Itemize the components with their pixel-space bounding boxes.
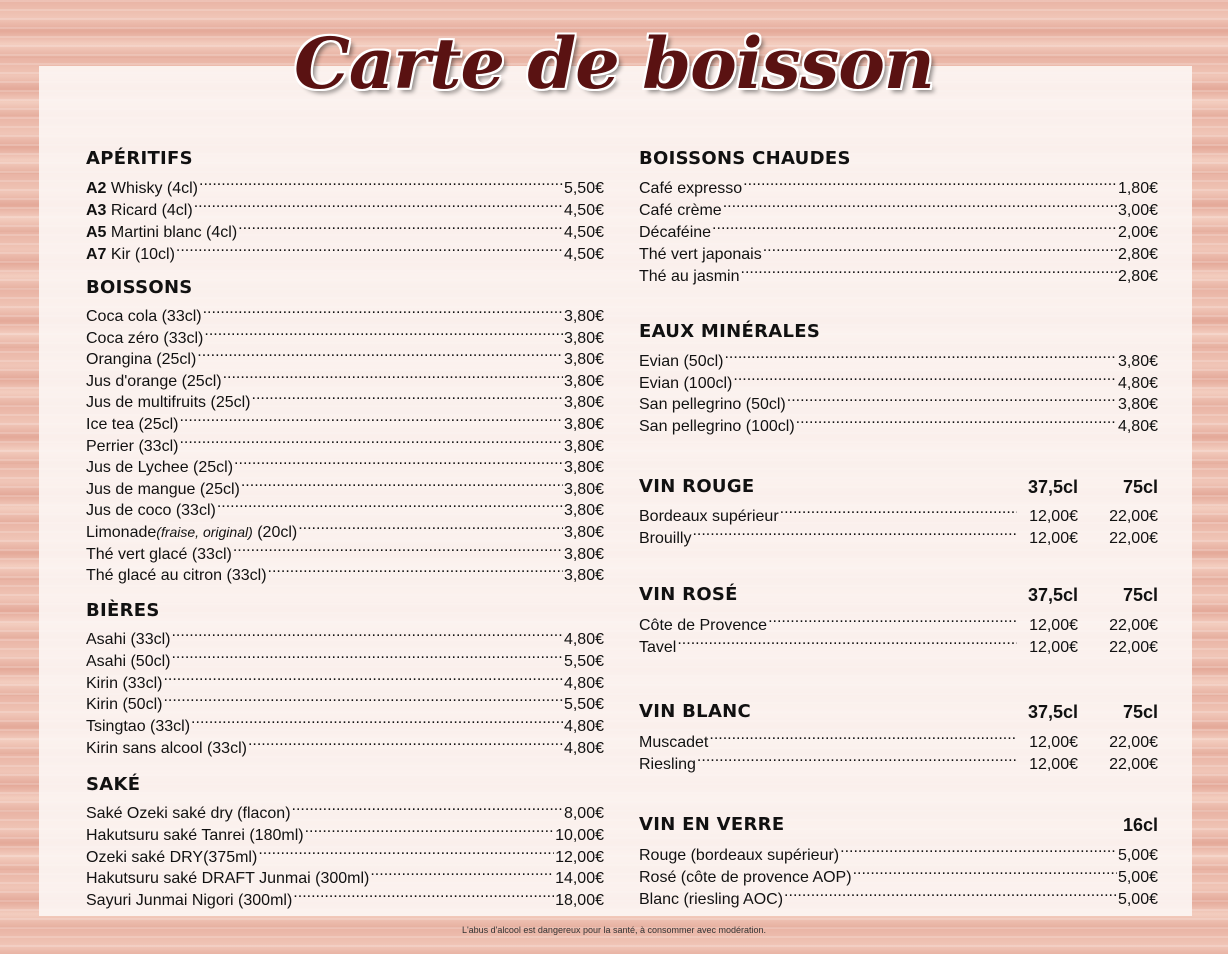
item-name: Ice tea (25cl) bbox=[86, 416, 179, 433]
menu-item-row bbox=[639, 344, 1158, 370]
dot-leader bbox=[677, 630, 1017, 652]
item-name: Blanc (riesling AOC) bbox=[639, 891, 784, 908]
menu-item-row bbox=[86, 687, 604, 714]
item-name: A5 Martini blanc (4cl) bbox=[86, 224, 238, 241]
menu-item-row bbox=[639, 882, 1158, 908]
dot-leader bbox=[305, 818, 554, 840]
item-name: Hakutsuru saké DRAFT Junmai (300ml) bbox=[86, 870, 370, 888]
item-name: Rosé (côte de provence AOP) bbox=[639, 869, 852, 886]
item-name: Thé glacé au citron (33cl) bbox=[86, 567, 267, 585]
menu-item-row bbox=[639, 630, 1158, 656]
menu-item-row bbox=[639, 171, 1158, 197]
item-name: Café crème bbox=[639, 202, 722, 219]
dot-leader bbox=[233, 537, 563, 559]
col-header-37cl: 37,5cl bbox=[1027, 702, 1078, 722]
menu-item-row bbox=[86, 171, 604, 197]
item-price-37cl: 12,00€ bbox=[1029, 617, 1078, 634]
item-price: 3,80€ bbox=[563, 329, 604, 347]
item-name: Tsingtao (33cl) bbox=[86, 718, 191, 736]
item-name: Bordeaux supérieur bbox=[639, 508, 779, 525]
item-name: Kirin (50cl) bbox=[86, 696, 163, 714]
item-name: Sayuri Junmai Nigori (300ml) bbox=[86, 892, 293, 910]
item-price: 3,80€ bbox=[563, 459, 604, 477]
col-header-16cl: 16cl bbox=[1122, 815, 1158, 835]
item-code: A7 bbox=[86, 246, 107, 263]
dot-leader bbox=[199, 171, 563, 193]
menu-item-row bbox=[86, 840, 604, 866]
item-price: 3,80€ bbox=[563, 372, 604, 390]
item-price-75cl: 22,00€ bbox=[1109, 639, 1158, 656]
menu-item-row bbox=[86, 450, 604, 477]
item-name: Café expresso bbox=[639, 180, 743, 197]
dot-leader bbox=[692, 521, 1017, 543]
item-name: Thé vert japonais bbox=[639, 246, 762, 263]
section-title-bieres: BIÈRES bbox=[86, 600, 160, 621]
item-code: A5 bbox=[86, 224, 107, 241]
item-price: 3,80€ bbox=[563, 351, 604, 369]
item-name: Perrier (33cl) bbox=[86, 437, 179, 455]
item-price: 12,00€ bbox=[555, 848, 604, 866]
dot-leader bbox=[840, 838, 1117, 860]
item-price: 3,80€ bbox=[563, 545, 604, 563]
menu-item-row bbox=[86, 237, 604, 263]
dot-leader bbox=[743, 171, 1117, 193]
dot-leader bbox=[733, 366, 1117, 388]
item-name: Thé au jasmin bbox=[639, 268, 740, 285]
menu-item-row bbox=[86, 429, 604, 455]
item-price: 14,00€ bbox=[555, 870, 604, 888]
item-price: 3,80€ bbox=[563, 416, 604, 433]
item-name: San pellegrino (50cl) bbox=[639, 396, 786, 414]
item-price: 4,80€ bbox=[563, 740, 604, 757]
menu-item-row bbox=[86, 515, 604, 541]
menu-item-row bbox=[639, 838, 1158, 864]
item-name: Asahi (33cl) bbox=[86, 631, 171, 648]
section-title-vin-rouge: VIN ROUGE bbox=[639, 476, 755, 497]
item-name: Evian (100cl) bbox=[639, 374, 733, 392]
item-price: 4,80€ bbox=[563, 631, 604, 648]
section-title-boissons: BOISSONS bbox=[86, 277, 193, 298]
dot-leader bbox=[234, 450, 563, 472]
menu-item-row bbox=[86, 644, 604, 670]
item-name: Brouilly bbox=[639, 530, 692, 547]
item-name: Jus de mangue (25cl) bbox=[86, 480, 240, 498]
item-price-37cl: 12,00€ bbox=[1029, 639, 1078, 656]
dot-leader bbox=[171, 644, 562, 666]
item-price: 3,00€ bbox=[1117, 202, 1158, 219]
dot-leader bbox=[194, 193, 563, 215]
item-price: 3,80€ bbox=[1117, 353, 1158, 370]
item-name: Tavel bbox=[639, 639, 677, 656]
item-name: Saké Ozeki saké dry (flacon) bbox=[86, 805, 291, 822]
item-price: 5,50€ bbox=[563, 696, 604, 714]
dot-leader bbox=[248, 731, 563, 753]
item-price: 2,00€ bbox=[1117, 224, 1158, 241]
item-name: Limonade(fraise, original) (20cl) bbox=[86, 524, 298, 541]
menu-item-row bbox=[86, 666, 604, 692]
item-price: 5,50€ bbox=[563, 180, 604, 197]
dot-leader bbox=[763, 237, 1117, 259]
item-name: Kirin (33cl) bbox=[86, 674, 163, 692]
menu-item-row bbox=[639, 237, 1158, 263]
item-price: 3,80€ bbox=[563, 437, 604, 455]
item-name: Thé vert glacé (33cl) bbox=[86, 545, 232, 563]
dot-leader bbox=[191, 709, 563, 731]
item-price: 4,50€ bbox=[563, 224, 604, 241]
dot-leader bbox=[268, 558, 563, 580]
menu-item-row bbox=[86, 472, 604, 498]
col-header-75cl: 75cl bbox=[1122, 477, 1158, 497]
dot-leader bbox=[163, 666, 562, 688]
menu-item-row bbox=[86, 385, 604, 412]
menu-item-row bbox=[86, 321, 604, 347]
item-price: 3,80€ bbox=[1117, 396, 1158, 414]
item-price: 2,80€ bbox=[1117, 246, 1158, 263]
menu-item-row bbox=[86, 861, 604, 888]
item-name: Jus d'orange (25cl) bbox=[86, 372, 222, 390]
menu-item-row bbox=[86, 493, 604, 520]
dot-leader bbox=[176, 237, 563, 259]
col-header-37cl: 37,5cl bbox=[1027, 477, 1078, 497]
dot-leader bbox=[697, 747, 1017, 769]
menu-item-row bbox=[639, 608, 1158, 634]
menu-item-row bbox=[86, 558, 604, 585]
item-price: 3,80€ bbox=[563, 480, 604, 498]
item-name: Hakutsuru saké Tanrei (180ml) bbox=[86, 826, 304, 844]
menu-item-row bbox=[639, 215, 1158, 241]
dot-leader bbox=[723, 193, 1117, 215]
item-name: Evian (50cl) bbox=[639, 353, 724, 370]
dot-leader bbox=[853, 860, 1117, 882]
dot-leader bbox=[292, 796, 563, 818]
item-price: 4,80€ bbox=[563, 674, 604, 692]
menu-item-row bbox=[86, 818, 604, 844]
dot-leader bbox=[293, 883, 554, 905]
dot-leader bbox=[179, 429, 562, 451]
item-price: 3,80€ bbox=[563, 502, 604, 520]
dot-leader bbox=[203, 299, 563, 321]
item-price: 5,00€ bbox=[1117, 869, 1158, 886]
menu-item-row bbox=[639, 860, 1158, 886]
health-warning: L'abus d'alcool est dangereux pour la santé, à consommer avec modération. bbox=[461, 925, 767, 935]
dot-leader bbox=[724, 344, 1116, 366]
dot-leader bbox=[241, 472, 563, 494]
dot-leader bbox=[197, 342, 563, 364]
item-price-75cl: 22,00€ bbox=[1109, 734, 1158, 751]
menu-item-row bbox=[639, 387, 1158, 414]
item-price-75cl: 22,00€ bbox=[1109, 617, 1158, 634]
dot-leader bbox=[768, 608, 1017, 630]
item-price-75cl: 22,00€ bbox=[1109, 508, 1158, 525]
section-title-boissons-chaudes: BOISSONS CHAUDES bbox=[639, 148, 851, 169]
dot-leader bbox=[204, 321, 563, 343]
item-name: Muscadet bbox=[639, 734, 709, 751]
item-price: 4,80€ bbox=[1117, 374, 1158, 392]
menu-item-row bbox=[639, 725, 1158, 751]
dot-leader bbox=[741, 259, 1117, 281]
dot-leader bbox=[712, 215, 1117, 237]
item-price: 4,80€ bbox=[1117, 418, 1158, 436]
item-price: 5,50€ bbox=[563, 652, 604, 670]
item-name: Coca zéro (33cl) bbox=[86, 329, 204, 347]
dot-leader bbox=[163, 687, 562, 709]
item-name: Orangina (25cl) bbox=[86, 351, 197, 369]
menu-title: Carte de boisson bbox=[294, 22, 934, 105]
dot-leader bbox=[217, 493, 563, 515]
item-name: Asahi (50cl) bbox=[86, 652, 171, 670]
dot-leader bbox=[179, 407, 562, 429]
dot-leader bbox=[787, 387, 1117, 409]
item-price: 4,50€ bbox=[563, 246, 604, 263]
item-name: Kirin sans alcool (33cl) bbox=[86, 740, 247, 757]
menu-item-row bbox=[639, 259, 1158, 285]
menu-item-row bbox=[86, 537, 604, 563]
item-variants: (fraise, original) bbox=[156, 524, 253, 540]
item-price: 3,80€ bbox=[563, 524, 604, 541]
item-code: A3 bbox=[86, 202, 107, 219]
dot-leader bbox=[258, 840, 554, 862]
dot-leader bbox=[370, 861, 554, 883]
menu-item-row bbox=[86, 709, 604, 736]
item-name: Ozeki saké DRY(375ml) bbox=[86, 848, 258, 866]
item-price: 2,80€ bbox=[1117, 268, 1158, 285]
dot-leader bbox=[796, 409, 1117, 431]
item-name: Jus de coco (33cl) bbox=[86, 502, 216, 520]
col-header-75cl: 75cl bbox=[1122, 702, 1158, 722]
dot-leader bbox=[298, 515, 563, 537]
item-price: 3,80€ bbox=[563, 394, 604, 412]
menu-item-row bbox=[639, 409, 1158, 436]
item-price-37cl: 12,00€ bbox=[1029, 734, 1078, 751]
dot-leader bbox=[171, 622, 562, 644]
section-title-vin-en-verre: VIN EN VERRE bbox=[639, 814, 785, 835]
item-price: 4,50€ bbox=[563, 202, 604, 219]
section-title-eaux-minerales: EAUX MINÉRALES bbox=[639, 321, 821, 342]
item-price-37cl: 12,00€ bbox=[1029, 530, 1078, 547]
dot-leader bbox=[238, 215, 563, 237]
item-price: 18,00€ bbox=[555, 892, 604, 910]
dot-leader bbox=[780, 499, 1017, 521]
menu-item-row bbox=[639, 499, 1158, 525]
item-name: Rouge (bordeaux supérieur) bbox=[639, 847, 840, 864]
item-code: A2 bbox=[86, 180, 107, 197]
menu-item-row bbox=[86, 796, 604, 822]
item-name: A3 Ricard (4cl) bbox=[86, 202, 193, 219]
item-name: Riesling bbox=[639, 756, 696, 773]
item-price: 3,80€ bbox=[563, 308, 604, 325]
dot-leader bbox=[709, 725, 1017, 747]
item-name: A7 Kir (10cl) bbox=[86, 246, 175, 263]
menu-item-row bbox=[86, 731, 604, 757]
item-price: 5,00€ bbox=[1117, 891, 1158, 908]
menu-item-row bbox=[86, 342, 604, 369]
section-title-vin-rose: VIN ROSÉ bbox=[639, 584, 738, 605]
menu-item-row bbox=[639, 366, 1158, 392]
item-price-75cl: 22,00€ bbox=[1109, 756, 1158, 773]
item-price-75cl: 22,00€ bbox=[1109, 530, 1158, 547]
item-name: Jus de Lychee (25cl) bbox=[86, 459, 234, 477]
item-name: Coca cola (33cl) bbox=[86, 308, 202, 325]
item-price: 5,00€ bbox=[1117, 847, 1158, 864]
menu-item-row bbox=[86, 215, 604, 241]
menu-item-row bbox=[86, 299, 604, 325]
item-name: Jus de multifruits (25cl) bbox=[86, 394, 251, 412]
item-price: 4,80€ bbox=[563, 718, 604, 736]
dot-leader bbox=[784, 882, 1117, 904]
item-name: Côte de Provence bbox=[639, 617, 768, 634]
item-price: 3,80€ bbox=[563, 567, 604, 585]
menu-item-row bbox=[639, 193, 1158, 219]
menu-item-row bbox=[86, 193, 604, 219]
menu-item-row bbox=[639, 747, 1158, 773]
menu-item-row bbox=[86, 883, 604, 910]
section-title-aperitifs: APÉRITIFS bbox=[86, 148, 193, 169]
section-title-vin-blanc: VIN BLANC bbox=[639, 701, 752, 722]
item-name: San pellegrino (100cl) bbox=[639, 418, 795, 436]
item-name: Décaféine bbox=[639, 224, 712, 241]
item-price: 8,00€ bbox=[563, 805, 604, 822]
dot-leader bbox=[252, 385, 563, 407]
item-price: 10,00€ bbox=[555, 826, 604, 844]
menu-item-row bbox=[86, 622, 604, 648]
section-title-sake: SAKÉ bbox=[86, 774, 141, 795]
menu-item-row bbox=[639, 521, 1158, 547]
menu-item-row bbox=[86, 407, 604, 433]
col-header-37cl: 37,5cl bbox=[1027, 585, 1078, 605]
item-price-37cl: 12,00€ bbox=[1029, 508, 1078, 525]
menu-item-row bbox=[86, 364, 604, 390]
col-header-75cl: 75cl bbox=[1122, 585, 1158, 605]
item-price-37cl: 12,00€ bbox=[1029, 756, 1078, 773]
dot-leader bbox=[223, 364, 563, 386]
item-price: 1,80€ bbox=[1117, 180, 1158, 197]
item-name: A2 Whisky (4cl) bbox=[86, 180, 199, 197]
